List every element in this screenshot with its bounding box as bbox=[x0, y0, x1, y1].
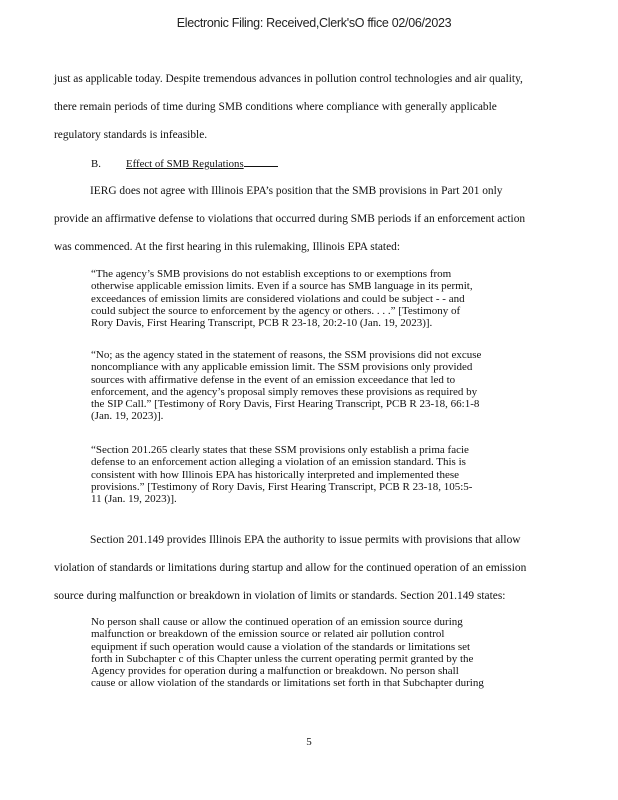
paragraph-line: IERG does not agree with Illinois EPA’s position that the SMB provisions in Part 201 only bbox=[90, 185, 503, 197]
paragraph-section-201-149 bbox=[54, 533, 564, 617]
quote-line: consistent with how Illinois EPA has historically interpreted and implemented these bbox=[91, 468, 460, 481]
block-quote-testimony-3 bbox=[91, 444, 531, 505]
quote-line: could subject the source to enforcement by the agency or others. . . .” [Testimony of bbox=[91, 304, 461, 317]
paragraph-line: regulatory standards is infeasible. bbox=[54, 129, 208, 141]
section-heading bbox=[91, 156, 278, 171]
quote-line: “The agency’s SMB provisions do not establish exceptions to or exemptions from bbox=[91, 268, 452, 280]
electronic-filing-stamp: Electronic Filing: Received,Clerk'sO ffice 02/06/2023 bbox=[176, 16, 452, 30]
block-quote-testimony-2 bbox=[91, 349, 531, 423]
quote-line: Agency provides for operation during a malfunction or breakdown. No person shall bbox=[91, 665, 459, 678]
paragraph-line: Section 201.149 provides Illinois EPA the authority to issue permits with provisions that allow bbox=[90, 534, 521, 546]
quote-line: 11 (Jan. 19, 2023)]. bbox=[91, 493, 177, 506]
quote-line: the SIP Call.” [Testimony of Rory Davis, First Hearing Transcript, PCB R 23-18, 66:1-8 bbox=[91, 398, 480, 411]
paragraph-line: source during malfunction or breakdown in violation of limits or standards. Section 201.149 states: bbox=[54, 590, 506, 602]
quote-line: sources with affirmative defense in the event of an emission exceedance that led to bbox=[91, 373, 456, 386]
block-quote-regulation-text bbox=[91, 616, 531, 690]
paragraph-line: there remain periods of time during SMB conditions where compliance with generally applicable bbox=[54, 101, 497, 113]
quote-line: cause or allow violation of the standards or limitations set forth in that Subchapter during bbox=[91, 677, 484, 690]
quote-line: otherwise applicable emission limits. Even if a source has SMB language in its permit, bbox=[91, 280, 473, 293]
block-quote-testimony-1 bbox=[91, 268, 531, 329]
quote-line: (Jan. 19, 2023)]. bbox=[91, 410, 164, 423]
quote-line: exceedances of emission limits are considered violations and could be subject - - and bbox=[91, 292, 465, 305]
quote-line: enforcement, and the agency’s proposal simply removes these provisions as required by bbox=[91, 385, 478, 398]
paragraph-line: just as applicable today. Despite tremendous advances in pollution control technologies and air quality, bbox=[54, 73, 523, 85]
quote-line: malfunction or breakdown of the emission source or related air pollution control bbox=[91, 628, 445, 641]
paragraph-line: was commenced. At the first hearing in this rulemaking, Illinois EPA stated: bbox=[54, 241, 400, 253]
quote-line: forth in Subchapter c of this Chapter unless the current operating permit granted by the bbox=[91, 652, 474, 665]
paragraph-ierg-position bbox=[54, 184, 564, 268]
section-title: Effect of SMB Regulations bbox=[126, 158, 244, 170]
quote-line: “Section 201.265 clearly states that these SSM provisions only establish a prima facie bbox=[91, 444, 469, 456]
quote-line: Rory Davis, First Hearing Transcript, PCB R 23-18, 20:2-10 (Jan. 19, 2023)]. bbox=[91, 317, 433, 330]
quote-line: No person shall cause or allow the continued operation of an emission source during bbox=[91, 616, 463, 628]
section-letter: B. bbox=[91, 158, 101, 170]
paragraph-infeasible-compliance bbox=[54, 72, 564, 156]
quote-line: defense to an enforcement action alleging a violation of an emission standard. This is bbox=[91, 456, 466, 469]
quote-line: noncompliance with any applicable emission limit. The SSM provisions only provided bbox=[91, 361, 473, 374]
heading-underline-rule bbox=[244, 156, 278, 167]
paragraph-line: provide an affirmative defense to violations that occurred during SMB periods if an enforcement action bbox=[54, 213, 526, 225]
quote-line: “No; as the agency stated in the statement of reasons, the SSM provisions did not excuse bbox=[91, 349, 482, 361]
paragraph-line: violation of standards or limitations during startup and allow for the continued operation of an emission bbox=[54, 562, 527, 574]
quote-line: provisions.” [Testimony of Rory Davis, First Hearing Transcript, PCB R 23-18, 105:5- bbox=[91, 480, 473, 493]
quote-line: equipment if such operation would cause a violation of the standards or limitations set bbox=[91, 640, 471, 653]
page-number: 5 bbox=[306, 736, 312, 748]
